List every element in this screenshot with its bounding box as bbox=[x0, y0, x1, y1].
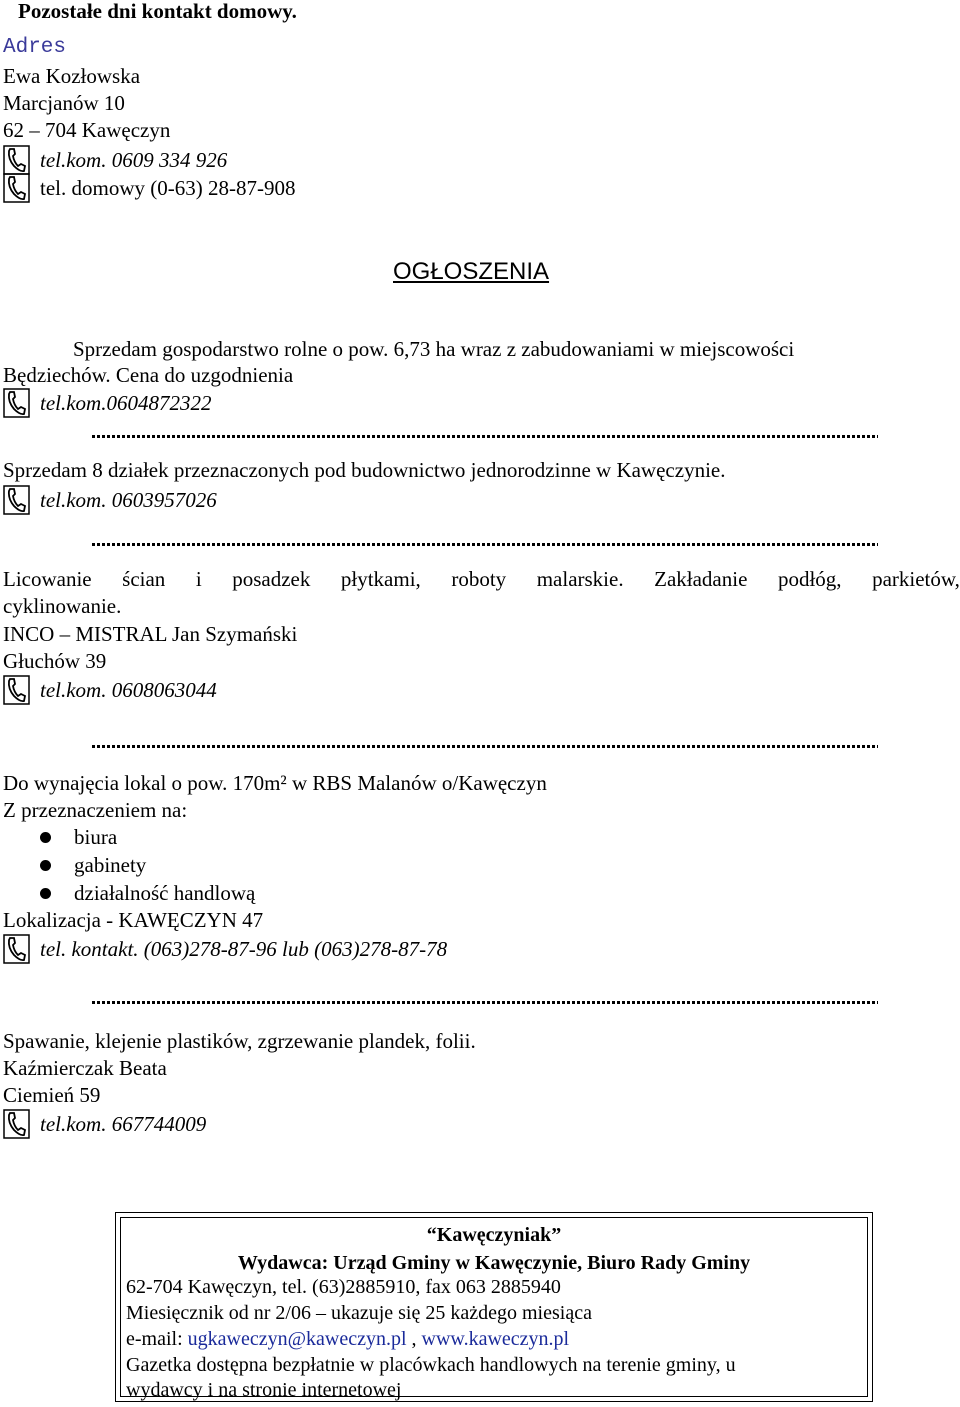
contact-heading: Pozostałe dni kontakt domowy. bbox=[18, 0, 297, 23]
ad5-phone-row bbox=[3, 1109, 206, 1139]
phone-icon bbox=[3, 1109, 30, 1139]
contact-home-row bbox=[3, 173, 295, 203]
separator bbox=[92, 745, 878, 748]
ad3-word: parkietów, bbox=[872, 567, 960, 591]
separator bbox=[92, 1001, 878, 1004]
ad4-location: Lokalizacja - KAWĘCZYN 47 bbox=[3, 908, 264, 932]
page-title: OGŁOSZENIA bbox=[393, 258, 550, 285]
ad2-phone-row bbox=[3, 485, 217, 515]
availability-note-line2: wydawcy i na stronie internetowej bbox=[126, 1379, 402, 1401]
ad3-word: płytkami, bbox=[340, 567, 421, 591]
ad5-address: Ciemień 59 bbox=[3, 1083, 101, 1107]
contact-mobile: tel.kom. 0609 334 926 bbox=[40, 147, 228, 172]
ad5-phone: tel.kom. 667744009 bbox=[40, 1111, 207, 1136]
ad3-word: malarskie. bbox=[536, 567, 624, 591]
separator bbox=[92, 543, 878, 546]
address-label: Adres bbox=[3, 36, 67, 59]
contact-home: tel. domowy (0-63) 28-87-908 bbox=[40, 175, 296, 200]
ad3-address: Głuchów 39 bbox=[3, 649, 107, 673]
separator bbox=[92, 435, 878, 438]
list-item-label: biura bbox=[74, 825, 118, 849]
contact-name: Ewa Kozłowska bbox=[3, 64, 141, 88]
ad3-phone-row bbox=[3, 675, 217, 705]
ad2-line1: Sprzedam 8 działek przeznaczonych pod budownictwo jednorodzinne w Kawęczynie. bbox=[3, 458, 726, 482]
ad4-line2: Z przeznaczeniem na: bbox=[3, 798, 188, 822]
publisher-box-inner bbox=[120, 1217, 868, 1401]
list-item-label: działalność handlową bbox=[74, 881, 256, 905]
ad3-phone: tel.kom. 0608063044 bbox=[40, 677, 217, 702]
list-item bbox=[40, 824, 117, 851]
phone-icon bbox=[3, 485, 30, 515]
ad3-word: roboty bbox=[451, 567, 507, 591]
list-item bbox=[40, 852, 146, 879]
ad4-phone: tel. kontakt. (063)278-87-96 lub (063)278-87-78 bbox=[40, 936, 448, 961]
phone-icon bbox=[3, 934, 30, 964]
website-link[interactable]: www.kaweczyn.pl bbox=[421, 1328, 570, 1350]
ad3-line1 bbox=[3, 566, 960, 593]
ad3-line2: cyklinowanie. bbox=[3, 594, 122, 618]
publication-schedule: Miesięcznik od nr 2/06 – ukazuje się 25 każdego miesiąca bbox=[126, 1302, 592, 1324]
bullet-icon bbox=[40, 832, 51, 843]
ad3-word: i bbox=[195, 567, 202, 591]
ad3-word: Zakładanie bbox=[654, 567, 748, 591]
link-separator: , bbox=[406, 1328, 422, 1350]
ad3-company: INCO – MISTRAL Jan Szymański bbox=[3, 622, 298, 646]
ad1-phone-row bbox=[3, 388, 211, 418]
ad1-line2: Będziechów. Cena do uzgodnienia bbox=[3, 363, 294, 387]
contact-mobile-row bbox=[3, 145, 227, 175]
contact-city: 62 – 704 Kawęczyn bbox=[3, 118, 171, 142]
email-prefix: e-mail: bbox=[126, 1328, 188, 1350]
availability-note-line1: Gazetka dostępna bezpłatnie w placówkach handlowych na terenie gminy, u bbox=[126, 1354, 736, 1376]
ad4-line1: Do wynajęcia lokal o pow. 170m² w RBS Malanów o/Kawęczyn bbox=[3, 771, 547, 795]
contact-links bbox=[126, 1327, 569, 1352]
phone-icon bbox=[3, 388, 30, 418]
phone-icon bbox=[3, 675, 30, 705]
ad1-line1: Sprzedam gospodarstwo rolne o pow. 6,73 ha wraz z zabudowaniami w miejscowości bbox=[73, 337, 795, 361]
ad1-phone: tel.kom.0604872322 bbox=[40, 390, 212, 415]
ad3-word: podłóg, bbox=[777, 567, 842, 591]
ad3-word: posadzek bbox=[232, 567, 311, 591]
list-item-label: gabinety bbox=[74, 853, 147, 877]
email-link[interactable]: ugkaweczyn@kaweczyn.pl bbox=[187, 1328, 407, 1350]
ad3-word: Licowanie bbox=[3, 567, 92, 591]
ad3-word: ścian bbox=[122, 567, 166, 591]
publisher: Wydawca: Urząd Gminy w Kawęczynie, Biuro Rady Gminy bbox=[237, 1252, 751, 1274]
ad5-name: Kaźmierczak Beata bbox=[3, 1056, 167, 1080]
publisher-address: 62-704 Kawęczyn, tel. (63)2885910, fax 063 2885940 bbox=[126, 1276, 561, 1298]
ad2-phone: tel.kom. 0603957026 bbox=[40, 487, 217, 512]
ad5-line1: Spawanie, klejenie plastików, zgrzewanie plandek, folii. bbox=[3, 1029, 476, 1053]
bullet-icon bbox=[40, 888, 51, 899]
phone-icon bbox=[3, 145, 30, 175]
ad4-phone-row bbox=[3, 934, 447, 964]
bullet-icon bbox=[40, 860, 51, 871]
contact-street: Marcjanów 10 bbox=[3, 91, 125, 115]
phone-icon bbox=[3, 173, 30, 203]
publisher-box bbox=[115, 1212, 873, 1402]
newspaper-title: “Kawęczyniak” bbox=[426, 1224, 562, 1246]
list-item bbox=[40, 880, 255, 907]
